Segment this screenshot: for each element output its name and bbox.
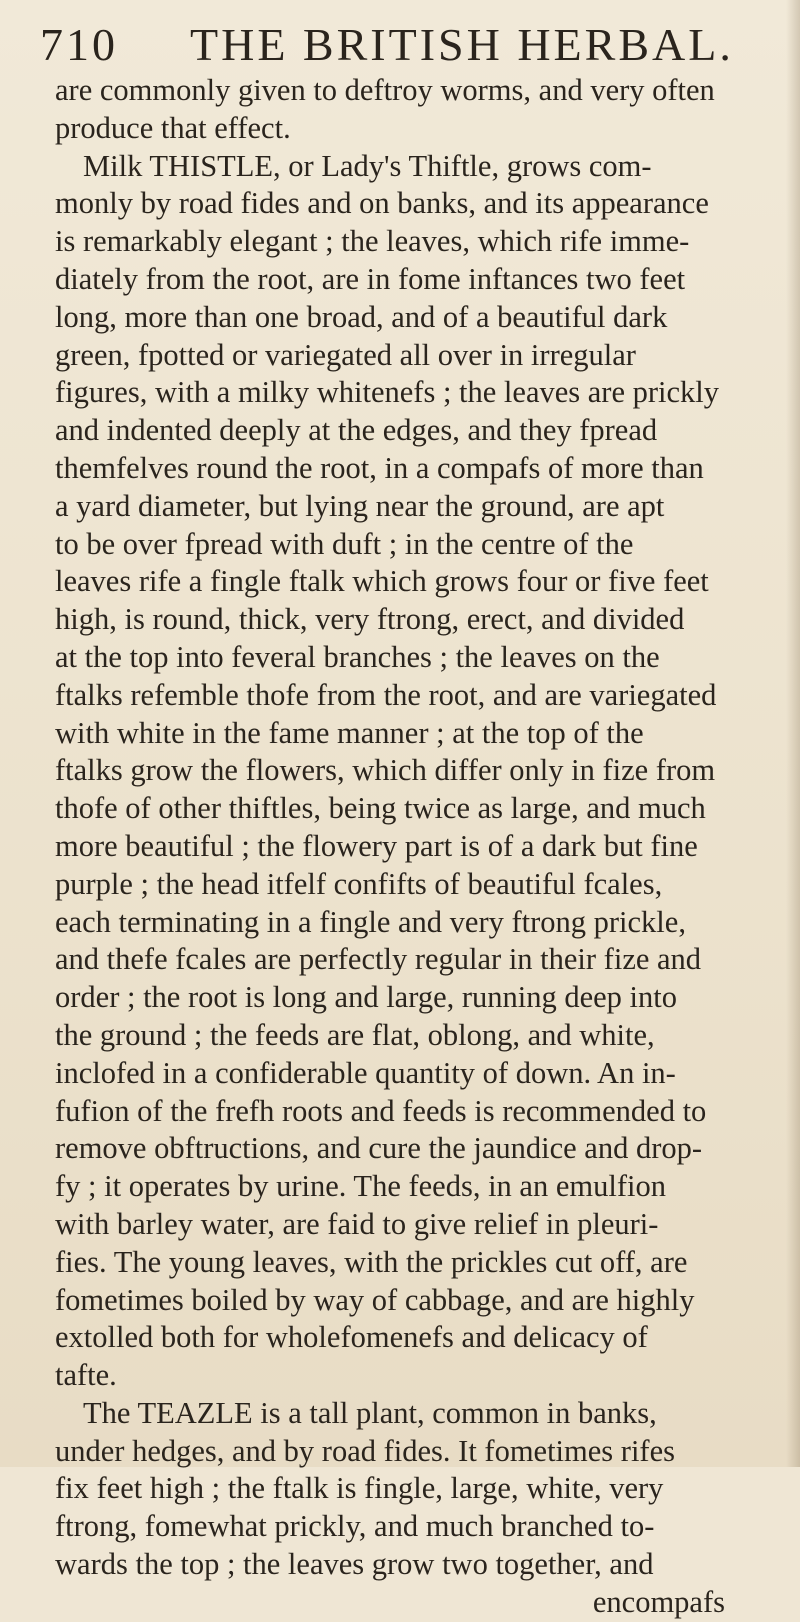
text-line: with white in the fame manner ; at the top of the [55,715,644,750]
text-line: remove obftructions, and cure the jaundice and drop- [55,1131,703,1166]
text-line: under hedges, and by road fides. It fometimes rifes [55,1433,675,1468]
text-line: a yard diameter, but lying near the ground, are apt [55,488,665,523]
text-line: order ; the root is long and large, running deep into [55,980,678,1015]
text-line: monly by road fides and on banks, and its appearance [55,186,709,221]
paragraph-start-line: Milk THISTLE, or Lady's Thiftle, grows com- [83,148,652,183]
page-edge-shadow [786,0,800,1467]
text-line: purple ; the head itfelf confifts of beautiful fcales, [55,866,663,901]
text-line: green, fpotted or variegated all over in irregular [55,337,636,372]
text-line: are commonly given to deftroy worms, and very often [55,73,715,107]
text-line: fufion of the frefh roots and feeds is recommended to [55,1093,707,1128]
text-line: long, more than one broad, and of a beautiful dark [55,299,668,334]
text-line: themfelves round the root, in a compafs of more than [55,450,704,485]
text-line: leaves rife a fingle ftalk which grows four or five feet [55,564,709,599]
text-line: fometimes boiled by way of cabbage, and are highly [55,1282,695,1317]
text-line: inclofed in a confiderable quantity of down. An in- [55,1055,676,1090]
text-line: fy ; it operates by urine. The feeds, in an emulfion [55,1169,666,1204]
text-line: ftalks refemble thofe from the root, and are variegated [55,677,717,712]
running-title: THE BRITISH HERBAL. [190,19,734,70]
text-line: the ground ; the feeds are flat, oblong, and white, [55,1017,655,1052]
text-line: diately from the root, are in fome inftances two feet [55,261,686,296]
text-line: thofe of other thiftles, being twice as large, and much [55,791,706,826]
text-line: wards the top ; the leaves grow two together, and [55,1547,654,1582]
page-number: 710 [40,19,118,70]
text-line: and indented deeply at the edges, and they fpread [55,413,658,448]
text-line: each terminating in a fingle and very ftrong prickle, [55,904,686,939]
text-line: fix feet high ; the ftalk is fingle, large, white, very [55,1471,664,1506]
body-text [55,72,775,1622]
text-line: high, is round, thick, very ftrong, erect, and divided [55,602,685,637]
text-line: is remarkably elegant ; the leaves, which rife imme- [55,224,690,259]
text-line: and thefe fcales are perfectly regular in their fize and [55,942,702,977]
page-header [40,18,780,72]
text-line: to be over fpread with duft ; in the centre of the [55,526,634,561]
catchword: encompafs [592,1584,725,1619]
text-line: more beautiful ; the flowery part is of a dark but fine [55,828,698,863]
text-line: figures, with a milky whitenefs ; the leaves are prickly [55,375,720,410]
paragraph-start-line: The TEAZLE is a tall plant, common in banks, [83,1395,657,1430]
text-line: produce that effect. [55,110,291,145]
text-line: at the top into feveral branches ; the leaves on the [55,639,660,674]
text-line: tafte. [55,1358,117,1393]
text-line: fies. The young leaves, with the prickles cut off, are [55,1244,688,1279]
text-line: with barley water, are faid to give relief in pleuri- [55,1206,659,1241]
text-line: ftalks grow the flowers, which differ only in fize from [55,753,716,788]
text-line: ftrong, fomewhat prickly, and much branched to- [55,1509,655,1544]
text-line: extolled both for wholefomenefs and delicacy of [55,1320,648,1355]
